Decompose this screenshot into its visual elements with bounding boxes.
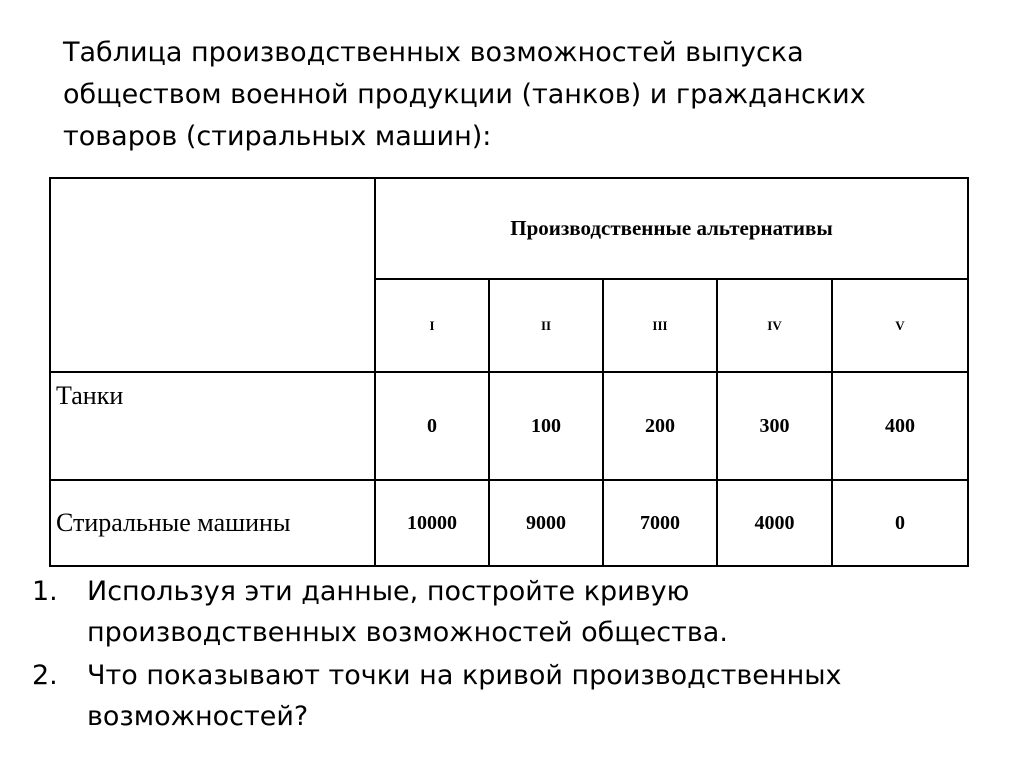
tanks-value-3: 200 (603, 372, 717, 480)
alternative-header-4: IV (717, 279, 832, 372)
machines-value-2: 9000 (489, 480, 603, 566)
alternatives-header: Производственные альтернативы (375, 178, 968, 279)
tanks-value-1: 0 (375, 372, 489, 480)
question-2-text (87, 655, 842, 737)
title-line-2: обществом военной продукции (танков) и гражданских (63, 79, 866, 110)
machines-value-1: 10000 (375, 480, 489, 566)
alternative-header-3: III (603, 279, 717, 372)
production-possibilities-table (49, 177, 969, 567)
alternative-header-2: II (489, 279, 603, 372)
question-2 (32, 655, 932, 737)
question-1 (32, 571, 932, 653)
question-2-line-2: возможностей? (87, 701, 309, 732)
question-2-line-1: Что показывают точки на кривой производственных (87, 660, 842, 691)
questions-list (32, 571, 932, 739)
question-2-number: 2. (32, 660, 58, 691)
tanks-value-2: 100 (489, 372, 603, 480)
row-label-washing-machines: Стиральные машины (50, 480, 375, 566)
machines-value-4: 4000 (717, 480, 832, 566)
question-1-line-2: производственных возможностей общества. (87, 617, 728, 648)
empty-corner-cell (50, 178, 375, 372)
question-1-line-1: Используя эти данные, постройте кривую (87, 576, 690, 607)
question-1-text (87, 571, 728, 653)
page-title (63, 32, 943, 158)
machines-value-5: 0 (832, 480, 968, 566)
tanks-value-5: 400 (832, 372, 968, 480)
alternative-header-1: I (375, 279, 489, 372)
table-row-tanks (50, 372, 968, 480)
row-label-tanks: Танки (50, 372, 375, 480)
tanks-value-4: 300 (717, 372, 832, 480)
machines-value-3: 7000 (603, 480, 717, 566)
alternative-header-5: V (832, 279, 968, 372)
title-line-3: товаров (стиральных машин): (63, 121, 492, 152)
question-1-number: 1. (32, 576, 58, 607)
title-line-1: Таблица производственных возможностей выпуска (63, 37, 804, 68)
table-row-washing-machines (50, 480, 968, 566)
